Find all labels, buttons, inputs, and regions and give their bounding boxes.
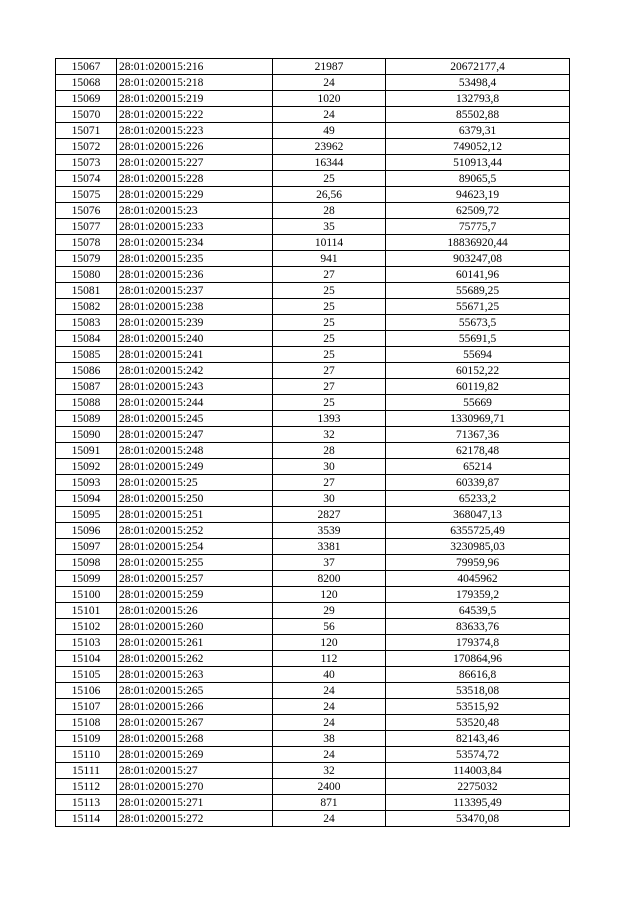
table-row [56, 507, 570, 523]
table-row [56, 347, 570, 363]
cadastral-number-cell: 28:01:020015:229 [117, 187, 273, 203]
row-number-cell: 15078 [56, 235, 117, 251]
area-cell: 871 [273, 795, 386, 811]
cadastral-number-cell: 28:01:020015:27 [117, 763, 273, 779]
row-number-cell: 15082 [56, 299, 117, 315]
table-row [56, 75, 570, 91]
row-number-cell: 15086 [56, 363, 117, 379]
table-row [56, 139, 570, 155]
cadastral-value-cell: 62509,72 [386, 203, 570, 219]
cadastral-value-cell: 75775,7 [386, 219, 570, 235]
table-row [56, 187, 570, 203]
row-number-cell: 15068 [56, 75, 117, 91]
cadastral-value-cell: 510913,44 [386, 155, 570, 171]
cadastral-number-cell: 28:01:020015:227 [117, 155, 273, 171]
area-cell: 1020 [273, 91, 386, 107]
area-cell: 27 [273, 363, 386, 379]
cadastral-number-cell: 28:01:020015:271 [117, 795, 273, 811]
cadastral-value-cell: 94623,19 [386, 187, 570, 203]
table-row [56, 763, 570, 779]
cadastral-value-cell: 4045962 [386, 571, 570, 587]
row-number-cell: 15095 [56, 507, 117, 523]
row-number-cell: 15103 [56, 635, 117, 651]
area-cell: 23962 [273, 139, 386, 155]
cadastral-value-cell: 79959,96 [386, 555, 570, 571]
area-cell: 24 [273, 683, 386, 699]
area-cell: 56 [273, 619, 386, 635]
table-row [56, 635, 570, 651]
row-number-cell: 15069 [56, 91, 117, 107]
area-cell: 112 [273, 651, 386, 667]
area-cell: 24 [273, 107, 386, 123]
cadastral-number-cell: 28:01:020015:262 [117, 651, 273, 667]
row-number-cell: 15067 [56, 59, 117, 75]
table-row [56, 523, 570, 539]
cadastral-number-cell: 28:01:020015:23 [117, 203, 273, 219]
cadastral-value-cell: 903247,08 [386, 251, 570, 267]
area-cell: 28 [273, 203, 386, 219]
cadastral-value-cell: 53520,48 [386, 715, 570, 731]
area-cell: 8200 [273, 571, 386, 587]
cadastral-value-cell: 132793,8 [386, 91, 570, 107]
area-cell: 21987 [273, 59, 386, 75]
table-row [56, 619, 570, 635]
row-number-cell: 15094 [56, 491, 117, 507]
row-number-cell: 15090 [56, 427, 117, 443]
row-number-cell: 15071 [56, 123, 117, 139]
table-row [56, 203, 570, 219]
table-row [56, 123, 570, 139]
cadastral-number-cell: 28:01:020015:266 [117, 699, 273, 715]
cadastral-number-cell: 28:01:020015:257 [117, 571, 273, 587]
area-cell: 32 [273, 427, 386, 443]
cadastral-value-cell: 82143,46 [386, 731, 570, 747]
cadastral-number-cell: 28:01:020015:251 [117, 507, 273, 523]
cadastral-number-cell: 28:01:020015:247 [117, 427, 273, 443]
cadastral-number-cell: 28:01:020015:244 [117, 395, 273, 411]
area-cell: 25 [273, 315, 386, 331]
table-row [56, 731, 570, 747]
cadastral-number-cell: 28:01:020015:255 [117, 555, 273, 571]
table-row [56, 379, 570, 395]
row-number-cell: 15076 [56, 203, 117, 219]
cadastral-number-cell: 28:01:020015:240 [117, 331, 273, 347]
table-row [56, 747, 570, 763]
row-number-cell: 15111 [56, 763, 117, 779]
cadastral-value-cell: 6355725,49 [386, 523, 570, 539]
cadastral-value-cell: 65233,2 [386, 491, 570, 507]
row-number-cell: 15093 [56, 475, 117, 491]
table-row [56, 411, 570, 427]
cadastral-value-cell: 53470,08 [386, 811, 570, 827]
row-number-cell: 15091 [56, 443, 117, 459]
row-number-cell: 15088 [56, 395, 117, 411]
row-number-cell: 15072 [56, 139, 117, 155]
cadastral-value-cell: 89065,5 [386, 171, 570, 187]
cadastral-value-cell: 1330969,71 [386, 411, 570, 427]
cadastral-value-cell: 55691,5 [386, 331, 570, 347]
cadastral-number-cell: 28:01:020015:261 [117, 635, 273, 651]
row-number-cell: 15080 [56, 267, 117, 283]
table-row [56, 459, 570, 475]
area-cell: 26,56 [273, 187, 386, 203]
area-cell: 35 [273, 219, 386, 235]
table-row [56, 155, 570, 171]
cadastral-value-cell: 86616,8 [386, 667, 570, 683]
table-row [56, 555, 570, 571]
table-row [56, 219, 570, 235]
cadastral-number-cell: 28:01:020015:235 [117, 251, 273, 267]
table-row [56, 683, 570, 699]
area-cell: 38 [273, 731, 386, 747]
cadastral-number-cell: 28:01:020015:218 [117, 75, 273, 91]
area-cell: 2400 [273, 779, 386, 795]
cadastral-value-cell: 6379,31 [386, 123, 570, 139]
row-number-cell: 15081 [56, 283, 117, 299]
cadastral-value-cell: 20672177,4 [386, 59, 570, 75]
cadastral-number-cell: 28:01:020015:242 [117, 363, 273, 379]
cadastral-value-cell: 55669 [386, 395, 570, 411]
table-row [56, 283, 570, 299]
area-cell: 24 [273, 699, 386, 715]
cadastral-number-cell: 28:01:020015:243 [117, 379, 273, 395]
table-row [56, 811, 570, 827]
row-number-cell: 15070 [56, 107, 117, 123]
cadastral-value-cell: 65214 [386, 459, 570, 475]
cadastral-number-cell: 28:01:020015:259 [117, 587, 273, 603]
cadastral-value-cell: 53498,4 [386, 75, 570, 91]
cadastral-value-cell: 3230985,03 [386, 539, 570, 555]
area-cell: 49 [273, 123, 386, 139]
table-row [56, 299, 570, 315]
cadastral-number-cell: 28:01:020015:267 [117, 715, 273, 731]
cadastral-number-cell: 28:01:020015:252 [117, 523, 273, 539]
table-row [56, 171, 570, 187]
row-number-cell: 15102 [56, 619, 117, 635]
area-cell: 941 [273, 251, 386, 267]
cadastral-value-cell: 55671,25 [386, 299, 570, 315]
cadastral-number-cell: 28:01:020015:238 [117, 299, 273, 315]
row-number-cell: 15109 [56, 731, 117, 747]
area-cell: 16344 [273, 155, 386, 171]
cadastral-value-cell: 60152,22 [386, 363, 570, 379]
cadastral-number-cell: 28:01:020015:265 [117, 683, 273, 699]
row-number-cell: 15074 [56, 171, 117, 187]
area-cell: 120 [273, 635, 386, 651]
table-row [56, 331, 570, 347]
cadastral-number-cell: 28:01:020015:237 [117, 283, 273, 299]
area-cell: 24 [273, 715, 386, 731]
cadastral-value-cell: 55694 [386, 347, 570, 363]
area-cell: 27 [273, 475, 386, 491]
cadastral-value-cell: 170864,96 [386, 651, 570, 667]
cadastral-value-cell: 55673,5 [386, 315, 570, 331]
row-number-cell: 15098 [56, 555, 117, 571]
table-row [56, 475, 570, 491]
row-number-cell: 15087 [56, 379, 117, 395]
row-number-cell: 15096 [56, 523, 117, 539]
cadastral-number-cell: 28:01:020015:268 [117, 731, 273, 747]
row-number-cell: 15106 [56, 683, 117, 699]
table-row [56, 667, 570, 683]
row-number-cell: 15101 [56, 603, 117, 619]
cadastral-value-cell: 71367,36 [386, 427, 570, 443]
cadastral-value-cell: 83633,76 [386, 619, 570, 635]
table-row [56, 795, 570, 811]
area-cell: 40 [273, 667, 386, 683]
row-number-cell: 15075 [56, 187, 117, 203]
table-row [56, 699, 570, 715]
cadastral-number-cell: 28:01:020015:219 [117, 91, 273, 107]
area-cell: 3539 [273, 523, 386, 539]
cadastral-number-cell: 28:01:020015:241 [117, 347, 273, 363]
row-number-cell: 15077 [56, 219, 117, 235]
row-number-cell: 15079 [56, 251, 117, 267]
row-number-cell: 15083 [56, 315, 117, 331]
cadastral-value-cell: 113395,49 [386, 795, 570, 811]
cadastral-number-cell: 28:01:020015:222 [117, 107, 273, 123]
cadastral-value-cell: 60339,87 [386, 475, 570, 491]
area-cell: 24 [273, 747, 386, 763]
row-number-cell: 15108 [56, 715, 117, 731]
cadastral-number-cell: 28:01:020015:226 [117, 139, 273, 155]
table-row [56, 363, 570, 379]
cadastral-number-cell: 28:01:020015:270 [117, 779, 273, 795]
row-number-cell: 15112 [56, 779, 117, 795]
row-number-cell: 15097 [56, 539, 117, 555]
row-number-cell: 15092 [56, 459, 117, 475]
cadastral-value-cell: 62178,48 [386, 443, 570, 459]
cadastral-number-cell: 28:01:020015:236 [117, 267, 273, 283]
cadastral-number-cell: 28:01:020015:239 [117, 315, 273, 331]
area-cell: 29 [273, 603, 386, 619]
row-number-cell: 15114 [56, 811, 117, 827]
area-cell: 25 [273, 299, 386, 315]
table-row [56, 443, 570, 459]
cadastral-value-cell: 53574,72 [386, 747, 570, 763]
table-row [56, 267, 570, 283]
area-cell: 32 [273, 763, 386, 779]
cadastral-value-cell: 179374,8 [386, 635, 570, 651]
table-row [56, 715, 570, 731]
cadastral-value-cell: 2275032 [386, 779, 570, 795]
table-row [56, 315, 570, 331]
cadastral-number-cell: 28:01:020015:248 [117, 443, 273, 459]
area-cell: 10114 [273, 235, 386, 251]
cadastral-number-cell: 28:01:020015:254 [117, 539, 273, 555]
table-row [56, 571, 570, 587]
table-row [56, 491, 570, 507]
row-number-cell: 15110 [56, 747, 117, 763]
cadastral-number-cell: 28:01:020015:250 [117, 491, 273, 507]
area-cell: 30 [273, 491, 386, 507]
row-number-cell: 15105 [56, 667, 117, 683]
area-cell: 30 [273, 459, 386, 475]
area-cell: 1393 [273, 411, 386, 427]
row-number-cell: 15104 [56, 651, 117, 667]
table-row [56, 603, 570, 619]
table-row [56, 395, 570, 411]
cadastral-value-cell: 53515,92 [386, 699, 570, 715]
row-number-cell: 15107 [56, 699, 117, 715]
row-number-cell: 15085 [56, 347, 117, 363]
cadastral-number-cell: 28:01:020015:269 [117, 747, 273, 763]
area-cell: 25 [273, 171, 386, 187]
table-row [56, 427, 570, 443]
cadastral-number-cell: 28:01:020015:26 [117, 603, 273, 619]
cadastral-number-cell: 28:01:020015:263 [117, 667, 273, 683]
cadastral-value-cell: 64539,5 [386, 603, 570, 619]
table-row [56, 539, 570, 555]
cadastral-value-cell: 749052,12 [386, 139, 570, 155]
table-row [56, 235, 570, 251]
cadastral-number-cell: 28:01:020015:223 [117, 123, 273, 139]
area-cell: 27 [273, 267, 386, 283]
row-number-cell: 15089 [56, 411, 117, 427]
row-number-cell: 15113 [56, 795, 117, 811]
area-cell: 27 [273, 379, 386, 395]
area-cell: 25 [273, 331, 386, 347]
row-number-cell: 15099 [56, 571, 117, 587]
cadastral-number-cell: 28:01:020015:234 [117, 235, 273, 251]
area-cell: 37 [273, 555, 386, 571]
area-cell: 2827 [273, 507, 386, 523]
cadastral-number-cell: 28:01:020015:272 [117, 811, 273, 827]
row-number-cell: 15100 [56, 587, 117, 603]
table-row [56, 587, 570, 603]
cadastral-number-cell: 28:01:020015:260 [117, 619, 273, 635]
area-cell: 120 [273, 587, 386, 603]
row-number-cell: 15084 [56, 331, 117, 347]
cadastral-number-cell: 28:01:020015:249 [117, 459, 273, 475]
area-cell: 25 [273, 347, 386, 363]
cadastral-number-cell: 28:01:020015:216 [117, 59, 273, 75]
cadastral-number-cell: 28:01:020015:228 [117, 171, 273, 187]
area-cell: 25 [273, 395, 386, 411]
table-row [56, 91, 570, 107]
area-cell: 25 [273, 283, 386, 299]
table-row [56, 59, 570, 75]
records-table [55, 58, 570, 827]
area-cell: 3381 [273, 539, 386, 555]
table-row [56, 651, 570, 667]
cadastral-value-cell: 114003,84 [386, 763, 570, 779]
cadastral-value-cell: 179359,2 [386, 587, 570, 603]
cadastral-number-cell: 28:01:020015:233 [117, 219, 273, 235]
table-row [56, 107, 570, 123]
area-cell: 28 [273, 443, 386, 459]
table-row [56, 779, 570, 795]
cadastral-value-cell: 53518,08 [386, 683, 570, 699]
area-cell: 24 [273, 811, 386, 827]
cadastral-number-cell: 28:01:020015:245 [117, 411, 273, 427]
area-cell: 24 [273, 75, 386, 91]
cadastral-value-cell: 368047,13 [386, 507, 570, 523]
cadastral-value-cell: 60141,96 [386, 267, 570, 283]
cadastral-value-cell: 55689,25 [386, 283, 570, 299]
cadastral-value-cell: 18836920,44 [386, 235, 570, 251]
cadastral-number-cell: 28:01:020015:25 [117, 475, 273, 491]
cadastral-value-cell: 85502,88 [386, 107, 570, 123]
row-number-cell: 15073 [56, 155, 117, 171]
table-row [56, 251, 570, 267]
records-table-body [56, 59, 570, 827]
cadastral-value-cell: 60119,82 [386, 379, 570, 395]
